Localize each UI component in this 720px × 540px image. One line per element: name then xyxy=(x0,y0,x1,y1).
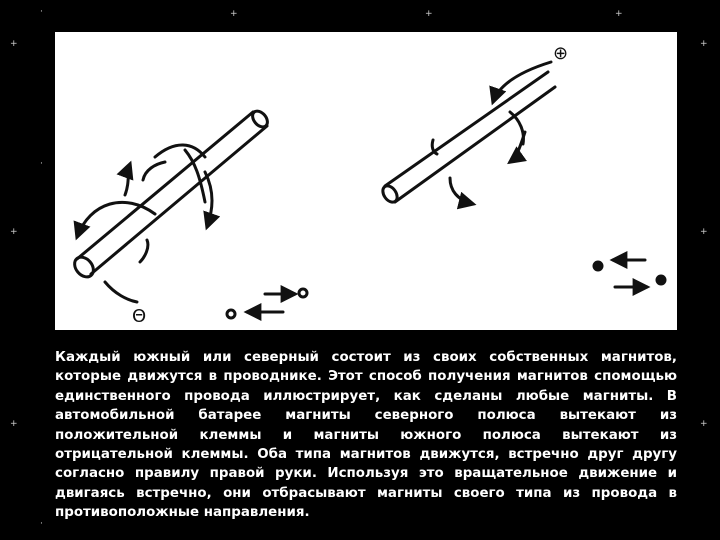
left-rotation-arrows xyxy=(77,145,212,302)
sparkle-decoration: + xyxy=(700,39,708,49)
sparkle-decoration: + xyxy=(10,419,18,429)
sparkle-decoration: + xyxy=(10,39,18,49)
left-emitted-magnet xyxy=(227,289,307,318)
positive-terminal-icon: ⊕ xyxy=(553,43,569,64)
negative-terminal-icon: Θ xyxy=(132,306,147,327)
sparkle-decoration: + xyxy=(230,9,238,19)
left-wire xyxy=(71,108,271,280)
sparkle-decoration: · xyxy=(40,7,43,17)
sparkle-decoration: · xyxy=(40,519,43,529)
sparkle-decoration: + xyxy=(615,9,623,19)
sparkle-decoration: + xyxy=(700,419,708,429)
sparkle-decoration: + xyxy=(700,227,708,237)
sparkle-decoration: + xyxy=(425,9,433,19)
sparkle-decoration: · xyxy=(40,159,43,169)
wire-magnet-figure xyxy=(55,32,677,330)
caption-text: Каждый южный или северный состоит из своих собственных магнитов, которые движутся в проводнике. Этот способ получения магнитов спомощью единственного провода иллюстрирует, как сделаны любые магниты. В автомобильной батарее магниты северного полюса вытекают из положительной клеммы и магниты южного полюса вытекают из отрицательной клеммы. Оба типа магнитов движутся, встречно друг другу согласно правилу правой руки. Используя это вращательное движение и двигаясь встречно, они отбрасывают магниты своего типа из провода в противоположные направления. xyxy=(55,350,677,521)
right-wire xyxy=(380,72,555,205)
sparkle-decoration: + xyxy=(10,227,18,237)
right-emitted-magnets xyxy=(594,260,665,287)
figure-drawing xyxy=(55,32,677,330)
